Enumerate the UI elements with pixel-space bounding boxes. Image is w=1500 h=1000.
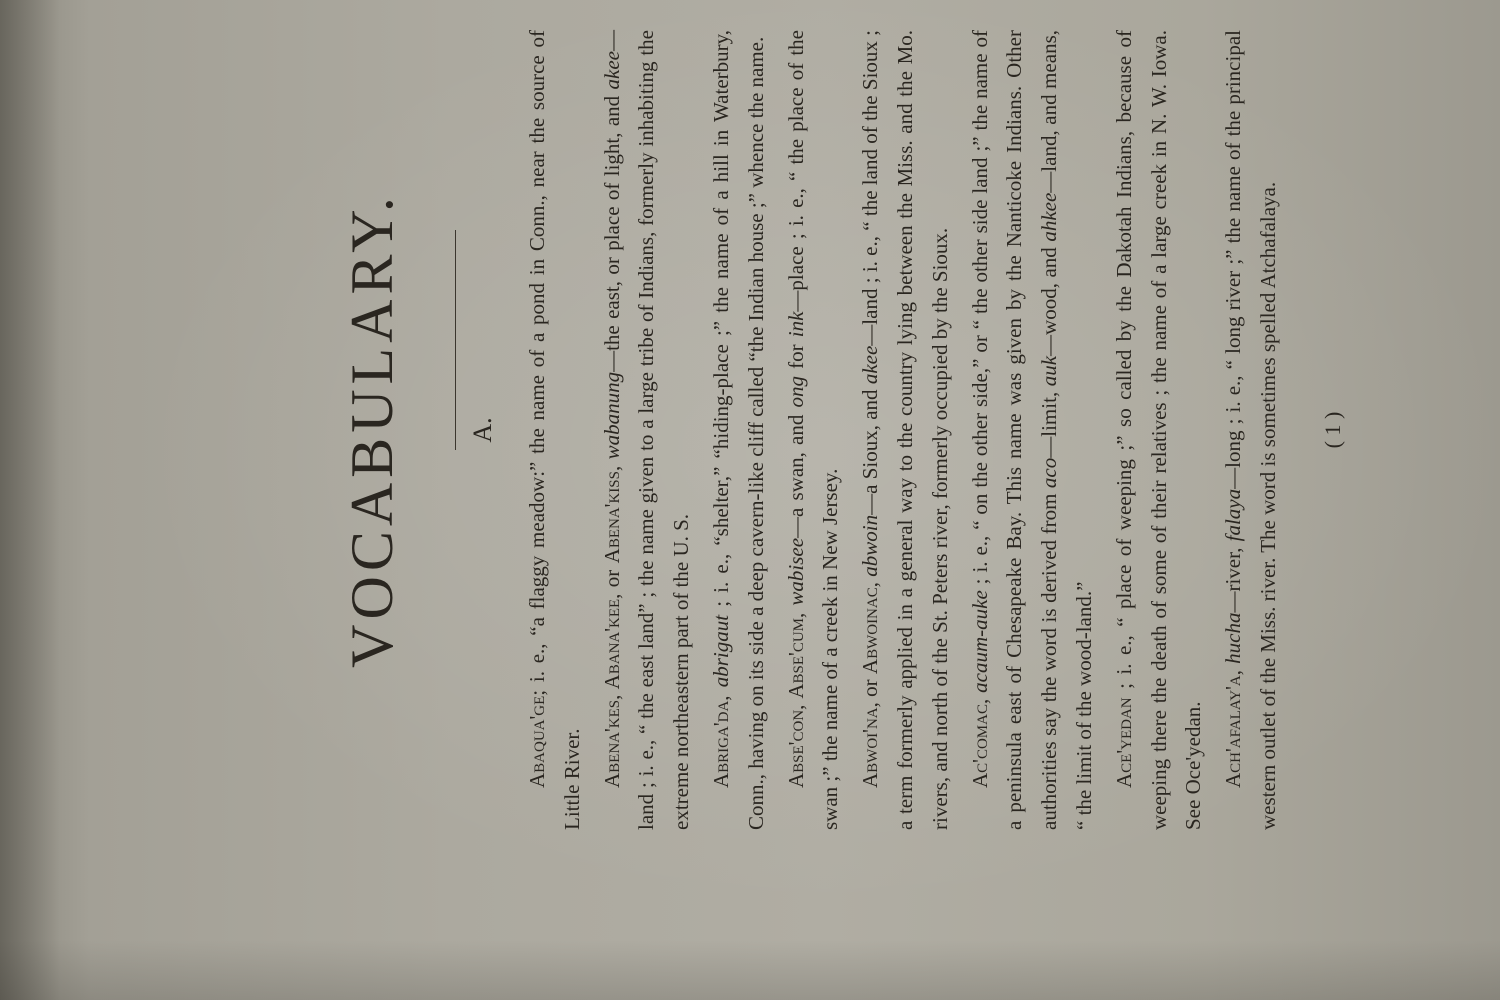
vocabulary-entries [520, 30, 1291, 830]
entry-headword: Abena'kes, Abana'kee, [599, 593, 624, 788]
entry-native-word: wabisee [783, 537, 808, 606]
entry-text: —river, [1221, 541, 1246, 613]
entry-headword: Ach'afalay'a, [1221, 670, 1246, 788]
entry-text [858, 577, 882, 582]
entry-native-word: ong [783, 375, 808, 408]
entry-native-word: ahkee [1037, 192, 1062, 242]
entry-native-word: hucha [1221, 612, 1246, 664]
page-title: VOCABULARY. [339, 192, 405, 668]
entry-text: ; i. e., “a flaggy meadow:” the name of a pond in Conn., near the source of Little River. [525, 30, 584, 830]
entry-native-word: aco [1037, 457, 1062, 489]
entry-text: —land, and means, “ the limit of the wood-land.” [1037, 30, 1096, 830]
entry-text: —land ; i. e., “ the east land” ; the name given to a large tribe of Indians, formerly inhabiting the extreme northeastern part of the U. S. [599, 30, 694, 830]
entry-text: —the east, or place of light, and [599, 89, 624, 372]
page-number: ( 1 ) [1320, 411, 1345, 449]
title-rule [455, 230, 456, 450]
page-edge-shadow [0, 940, 1500, 1000]
entry-native-word: auk [1037, 355, 1062, 387]
vocabulary-entry [963, 30, 1102, 830]
entry-text: —long ; i. e., “ long river ;” the name of the principal western outlet of the Miss. river. The word is sometimes spelled Atchafalaya. [1221, 30, 1280, 830]
vocabulary-entry [853, 30, 957, 830]
section-letter: A. [468, 417, 497, 443]
entry-text [709, 687, 733, 695]
entry-native-word: akee [599, 51, 624, 90]
entry-headword: Abena'kiss, [599, 465, 624, 564]
vocabulary-entry [1216, 30, 1286, 830]
entry-text: ; i. e., “ on the other side,” or “ the other side land ;” the name of a peninsula east of Chesapeake Bay. This name was given by the Nanticoke Indians. Other authorities say the word is derived from [967, 30, 1062, 830]
vocabulary-entry [595, 30, 699, 830]
entry-text [784, 606, 808, 613]
entry-headword: Abriga'da, [708, 695, 733, 788]
entry-text: —a Sioux, and [858, 384, 883, 515]
vocabulary-entry [704, 30, 774, 830]
entry-native-word: wabanung [599, 371, 624, 460]
entry-native-word: falaya [1221, 488, 1246, 542]
entry-headword: Abwoinac, [858, 582, 883, 675]
entry-text: —a swan, and [783, 407, 808, 538]
entry-headword: Ac'comac, [967, 698, 992, 788]
vocabulary-entry [779, 30, 849, 830]
entry-text [968, 693, 992, 699]
entry-native-word: acaum-auke [967, 590, 992, 693]
entry-native-word: abwoin [858, 514, 883, 577]
entry-headword: Abaqua'ge [525, 695, 549, 788]
entry-text: —limit, [1037, 386, 1062, 458]
entry-text: or [599, 563, 624, 594]
entry-text: —wood, and [1037, 241, 1062, 356]
entry-native-word: akee [858, 345, 883, 385]
entry-headword: Abwoi'na, [858, 702, 883, 788]
entry-native-word: abrigaut [708, 614, 733, 688]
entry-native-word: ink [783, 311, 808, 338]
rotated-page-content [339, 29, 1362, 830]
entry-text: —place ; i. e., “ the place of the swan ;” the name of a creek in New Jersey. [783, 30, 843, 830]
entry-text [1221, 664, 1245, 670]
vocabulary-entry [520, 30, 590, 830]
page-gutter-shadow [0, 0, 60, 1000]
entry-text: ; i. e., “shelter,” “hiding-place ;” the name of a hill in Waterbury, Conn., having on its side a deep cavern-like cliff called “the Indian house ;” whence the name. [708, 29, 768, 830]
entry-text: ; i. e., “ place of weeping ;” so called by the Dakotah Indians, because of weeping there the death of some of their relatives ; the name of a large creek in N. W. Iowa. See Oce'yedan. [1111, 30, 1206, 830]
entry-text: for [783, 337, 808, 376]
entry-headword: Abse'con, Abse'cum, [783, 612, 808, 788]
entry-text: or [858, 674, 883, 703]
vocabulary-entry [1107, 30, 1211, 830]
entry-headword: Ace'yedan [1111, 697, 1136, 788]
entry-text: —land ; i. e., “ the land of the Sioux ; a term formerly applied in a general way to the country lying between the Miss. and the Mo. rivers, and north of the St. Peters river, formerly occupied by the Sioux. [858, 29, 952, 830]
entry-text [600, 459, 624, 465]
